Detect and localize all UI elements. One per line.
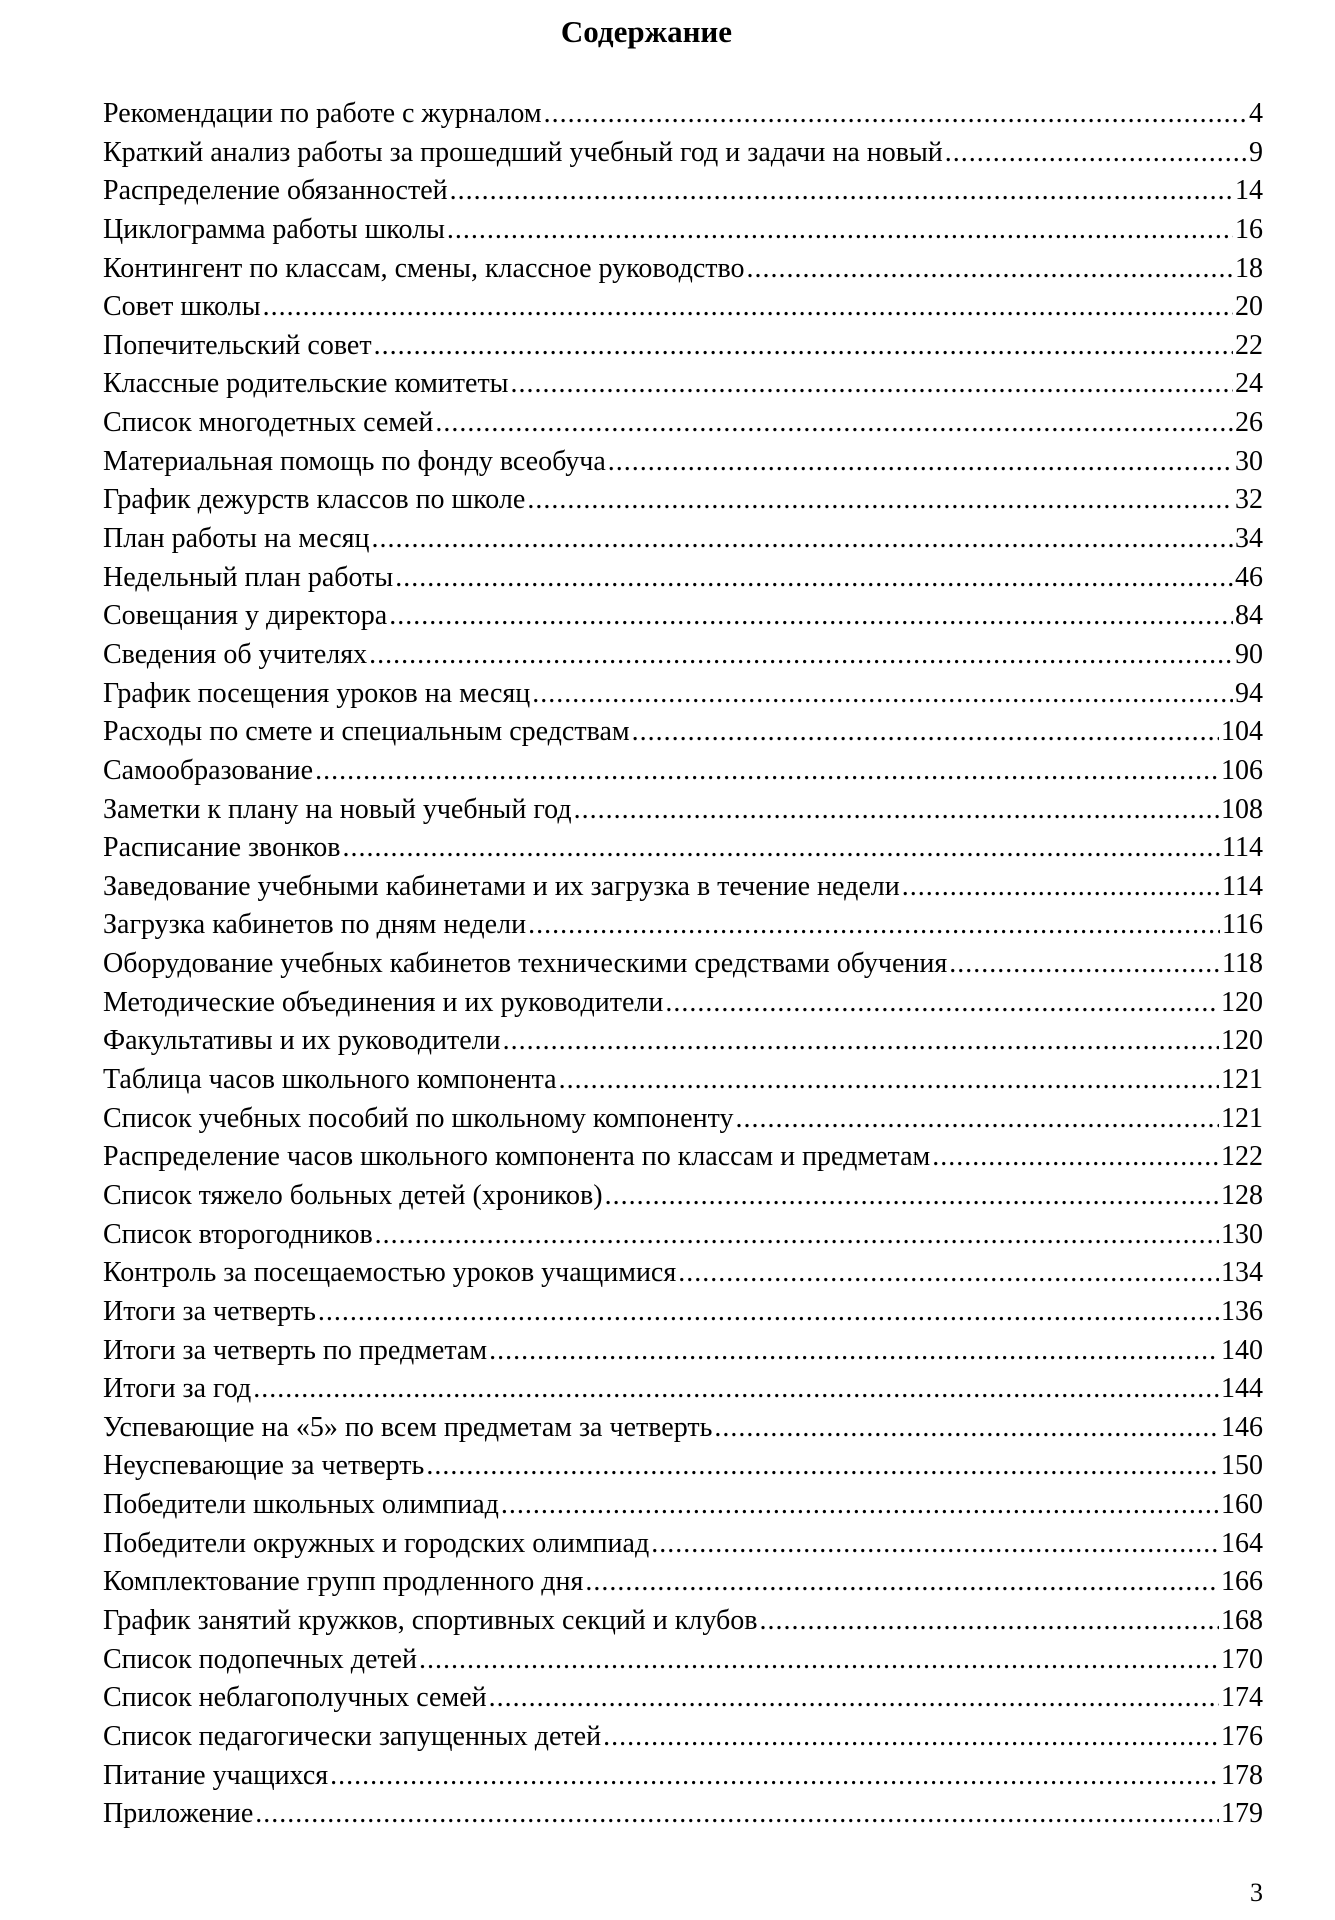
dot-leader <box>253 1370 1219 1409</box>
toc-entry-label: Факультативы и их руководители <box>103 1025 501 1057</box>
toc-entry-page: 122 <box>1221 1141 1263 1173</box>
toc-entry-label: Победители школьных олимпиад <box>103 1489 499 1521</box>
dot-leader <box>330 1757 1219 1796</box>
toc-entry-label: Совещания у директора <box>103 600 388 632</box>
toc-entry-page: 94 <box>1235 677 1263 709</box>
toc-entry-page: 4 <box>1249 98 1263 129</box>
toc-entry <box>103 1138 1263 1177</box>
toc-entry <box>103 984 1263 1023</box>
toc-entry-label: Распределение часов школьного компонента по классам и предметам <box>103 1141 931 1173</box>
toc-entry-label: Итоги за четверть <box>103 1295 316 1327</box>
toc-entry-label: Распределение обязанностей <box>103 175 448 207</box>
dot-leader <box>665 984 1219 1023</box>
toc-entry <box>103 520 1263 559</box>
toc-entry <box>103 791 1263 830</box>
toc-entry-page: 121 <box>1221 1064 1263 1096</box>
toc-entry-label: Классные родительские комитеты <box>103 368 509 400</box>
toc-entry-page: 84 <box>1235 600 1263 632</box>
toc-entry-label: Рекомендации по работе с журналом <box>103 98 542 129</box>
dot-leader <box>574 791 1219 830</box>
toc-entry-page: 121 <box>1221 1102 1263 1134</box>
toc-entry-label: Загрузка кабинетов по дням недели <box>103 909 527 941</box>
toc-entry <box>103 675 1263 714</box>
toc-entry <box>103 443 1263 482</box>
toc-entry <box>103 713 1263 752</box>
toc-entry-label: Контроль за посещаемостью уроков учащимися <box>103 1257 677 1289</box>
toc-entry <box>103 211 1263 250</box>
dot-leader <box>369 636 1233 675</box>
toc-entry <box>103 1718 1263 1757</box>
toc-entry-label: Методические объединения и их руководители <box>103 986 664 1018</box>
toc-entry-label: Список тяжело больных детей (хроников) <box>103 1179 603 1211</box>
toc-entry-label: Краткий анализ работы за прошедший учебный год и задачи на новый <box>103 136 943 168</box>
dot-leader <box>559 1061 1219 1100</box>
toc-entry-page: 176 <box>1221 1720 1263 1752</box>
dot-leader <box>426 1447 1219 1486</box>
toc-entry <box>103 1061 1263 1100</box>
toc-entry-page: 164 <box>1221 1527 1263 1559</box>
dot-leader <box>603 1718 1219 1757</box>
dot-leader <box>632 713 1219 752</box>
toc-entry-label: Комплектование групп продленного дня <box>103 1566 584 1598</box>
toc-entry <box>103 945 1263 984</box>
toc-entry-label: Список неблагополучных семей <box>103 1682 487 1714</box>
dot-leader <box>735 1100 1219 1139</box>
dot-leader <box>389 597 1233 636</box>
toc-entry <box>103 1486 1263 1525</box>
toc-entry-page: 116 <box>1222 909 1263 941</box>
dot-leader <box>511 365 1234 404</box>
toc-entry-label: Совет школы <box>103 291 261 323</box>
toc-entry-label: Заметки к плану на новый учебный год <box>103 793 572 825</box>
toc-entry <box>103 481 1263 520</box>
dot-leader <box>447 211 1233 250</box>
toc-entry-label: Контингент по классам, смены, классное руководство <box>103 252 745 284</box>
toc-entry <box>103 95 1263 134</box>
toc-entry <box>103 1100 1263 1139</box>
toc-entry-page: 130 <box>1221 1218 1263 1250</box>
toc-entry-label: Победители окружных и городских олимпиад <box>103 1527 650 1559</box>
toc-entry-page: 168 <box>1221 1604 1263 1636</box>
toc-entry-label: Итоги за год <box>103 1373 252 1405</box>
dot-leader <box>585 1563 1219 1602</box>
toc-entry-label: Самообразование <box>103 754 314 786</box>
toc-entry-label: Оборудование учебных кабинетов техническими средствами обучения <box>103 948 948 980</box>
toc-entry <box>103 1254 1263 1293</box>
toc-entry <box>103 1641 1263 1680</box>
toc-entry-label: Расходы по смете и специальным средствам <box>103 716 630 748</box>
page-title: Содержание <box>560 14 733 49</box>
dot-leader <box>374 327 1233 366</box>
toc-entry-label: График занятий кружков, спортивных секций и клубов <box>103 1604 758 1636</box>
toc-entry-label: Список подопечных детей <box>103 1643 418 1675</box>
toc-entry-page: 106 <box>1221 754 1263 786</box>
toc-entry-label: Приложение <box>103 1798 254 1830</box>
toc-entry <box>103 1447 1263 1486</box>
toc-entry-label: График посещения уроков на месяц <box>103 677 531 709</box>
toc-entry <box>103 288 1263 327</box>
toc-entry-page: 114 <box>1222 870 1263 902</box>
toc-entry-page: 120 <box>1221 1025 1263 1057</box>
dot-leader <box>544 95 1247 134</box>
toc-entry-page: 134 <box>1221 1257 1263 1289</box>
toc-entry <box>103 172 1263 211</box>
toc-entry-label: Материальная помощь по фонду всеобуча <box>103 445 606 477</box>
toc-entry-page: 46 <box>1235 561 1263 593</box>
toc-entry <box>103 752 1263 791</box>
toc-entry-label: Список педагогически запущенных детей <box>103 1720 602 1752</box>
toc-entry-page: 32 <box>1235 484 1263 516</box>
toc-entry-page: 108 <box>1221 793 1263 825</box>
toc-entry <box>103 327 1263 366</box>
toc-entry-page: 34 <box>1235 523 1263 555</box>
toc-entry-page: 24 <box>1235 368 1263 400</box>
toc-entry <box>103 1795 1263 1834</box>
toc-entry-page: 160 <box>1221 1489 1263 1521</box>
toc-entry-page: 16 <box>1235 213 1263 245</box>
toc-entry-label: График дежурств классов по школе <box>103 484 526 516</box>
toc-entry-label: Список второгодников <box>103 1218 373 1250</box>
dot-leader <box>608 443 1233 482</box>
toc-entry-page: 144 <box>1221 1373 1263 1405</box>
toc-entry-page: 146 <box>1221 1411 1263 1443</box>
toc-entry-label: Неуспевающие за четверть <box>103 1450 425 1482</box>
toc-entry <box>103 365 1263 404</box>
dot-leader <box>945 134 1247 173</box>
toc-entry-label: Список многодетных семей <box>103 407 434 439</box>
toc-entry-page: 26 <box>1235 407 1263 439</box>
toc-entry-page: 22 <box>1235 329 1263 361</box>
dot-leader <box>372 520 1233 559</box>
dot-leader <box>375 1216 1219 1255</box>
dot-leader <box>501 1486 1219 1525</box>
toc-entry-page: 118 <box>1222 948 1263 980</box>
dot-leader <box>489 1679 1219 1718</box>
toc-entry-page: 14 <box>1235 175 1263 207</box>
toc-entry-label: Питание учащихся <box>103 1759 329 1791</box>
toc-entry <box>103 1757 1263 1796</box>
toc-entry <box>103 636 1263 675</box>
toc-entry-label: Итоги за четверть по предметам <box>103 1334 488 1366</box>
toc-entry-page: 178 <box>1221 1759 1263 1791</box>
toc-entry-label: Список учебных пособий по школьному компоненту <box>103 1102 734 1134</box>
toc-entry <box>103 906 1263 945</box>
dot-leader <box>263 288 1233 327</box>
toc-entry-page: 170 <box>1221 1643 1263 1675</box>
dot-leader <box>532 675 1233 714</box>
toc-entry-page: 179 <box>1221 1798 1263 1830</box>
dot-leader <box>527 481 1233 520</box>
dot-leader <box>678 1254 1219 1293</box>
toc-entry-label: Циклограмма работы школы <box>103 213 445 245</box>
toc-entry-label: Попечительский совет <box>103 329 372 361</box>
toc-entry-page: 104 <box>1221 716 1263 748</box>
table-of-contents <box>103 95 1263 1834</box>
page-number: 3 <box>1250 1878 1263 1907</box>
toc-entry-label: Заведование учебными кабинетами и их загрузка в течение недели <box>103 870 900 902</box>
toc-entry <box>103 134 1263 173</box>
toc-entry-page: 120 <box>1221 986 1263 1018</box>
toc-entry-page: 18 <box>1235 252 1263 284</box>
dot-leader <box>759 1602 1219 1641</box>
dot-leader <box>932 1138 1219 1177</box>
toc-entry-page: 9 <box>1249 136 1263 168</box>
dot-leader <box>318 1293 1219 1332</box>
toc-entry <box>103 1332 1263 1371</box>
toc-entry-page: 150 <box>1221 1450 1263 1482</box>
dot-leader <box>489 1332 1219 1371</box>
toc-entry <box>103 1293 1263 1332</box>
dot-leader <box>450 172 1233 211</box>
toc-entry <box>103 597 1263 636</box>
toc-entry <box>103 1177 1263 1216</box>
toc-entry-page: 140 <box>1221 1334 1263 1366</box>
toc-entry <box>103 250 1263 289</box>
toc-entry-page: 166 <box>1221 1566 1263 1598</box>
toc-entry-page: 174 <box>1221 1682 1263 1714</box>
dot-leader <box>902 868 1220 907</box>
dot-leader <box>315 752 1219 791</box>
dot-leader <box>605 1177 1219 1216</box>
toc-entry-label: Недельный план работы <box>103 561 394 593</box>
dot-leader <box>714 1409 1219 1448</box>
toc-entry <box>103 1022 1263 1061</box>
dot-leader <box>395 559 1233 598</box>
toc-entry <box>103 1525 1263 1564</box>
dot-leader <box>528 906 1220 945</box>
dot-leader <box>419 1641 1219 1680</box>
dot-leader <box>255 1795 1219 1834</box>
dot-leader <box>651 1525 1219 1564</box>
toc-entry-label: Сведения об учителях <box>103 638 368 670</box>
dot-leader <box>747 250 1233 289</box>
toc-entry <box>103 1370 1263 1409</box>
toc-entry-page: 30 <box>1235 445 1263 477</box>
toc-entry <box>103 829 1263 868</box>
toc-entry <box>103 559 1263 598</box>
toc-entry-label: План работы на месяц <box>103 523 370 555</box>
toc-entry-label: Расписание звонков <box>103 832 341 864</box>
toc-entry-page: 136 <box>1221 1295 1263 1327</box>
dot-leader <box>435 404 1233 443</box>
toc-entry-page: 90 <box>1235 638 1263 670</box>
toc-entry <box>103 1602 1263 1641</box>
toc-entry <box>103 1563 1263 1602</box>
toc-entry <box>103 1216 1263 1255</box>
toc-entry-label: Успевающие на «5» по всем предметам за четверть <box>103 1411 713 1443</box>
toc-entry-page: 20 <box>1235 291 1263 323</box>
toc-entry-page: 114 <box>1222 832 1263 864</box>
toc-entry <box>103 404 1263 443</box>
toc-entry <box>103 1679 1263 1718</box>
dot-leader <box>949 945 1220 984</box>
dot-leader <box>503 1022 1219 1061</box>
toc-entry <box>103 868 1263 907</box>
dot-leader <box>342 829 1220 868</box>
toc-entry-page: 128 <box>1221 1179 1263 1211</box>
toc-entry-label: Таблица часов школьного компонента <box>103 1064 557 1096</box>
toc-entry <box>103 1409 1263 1448</box>
